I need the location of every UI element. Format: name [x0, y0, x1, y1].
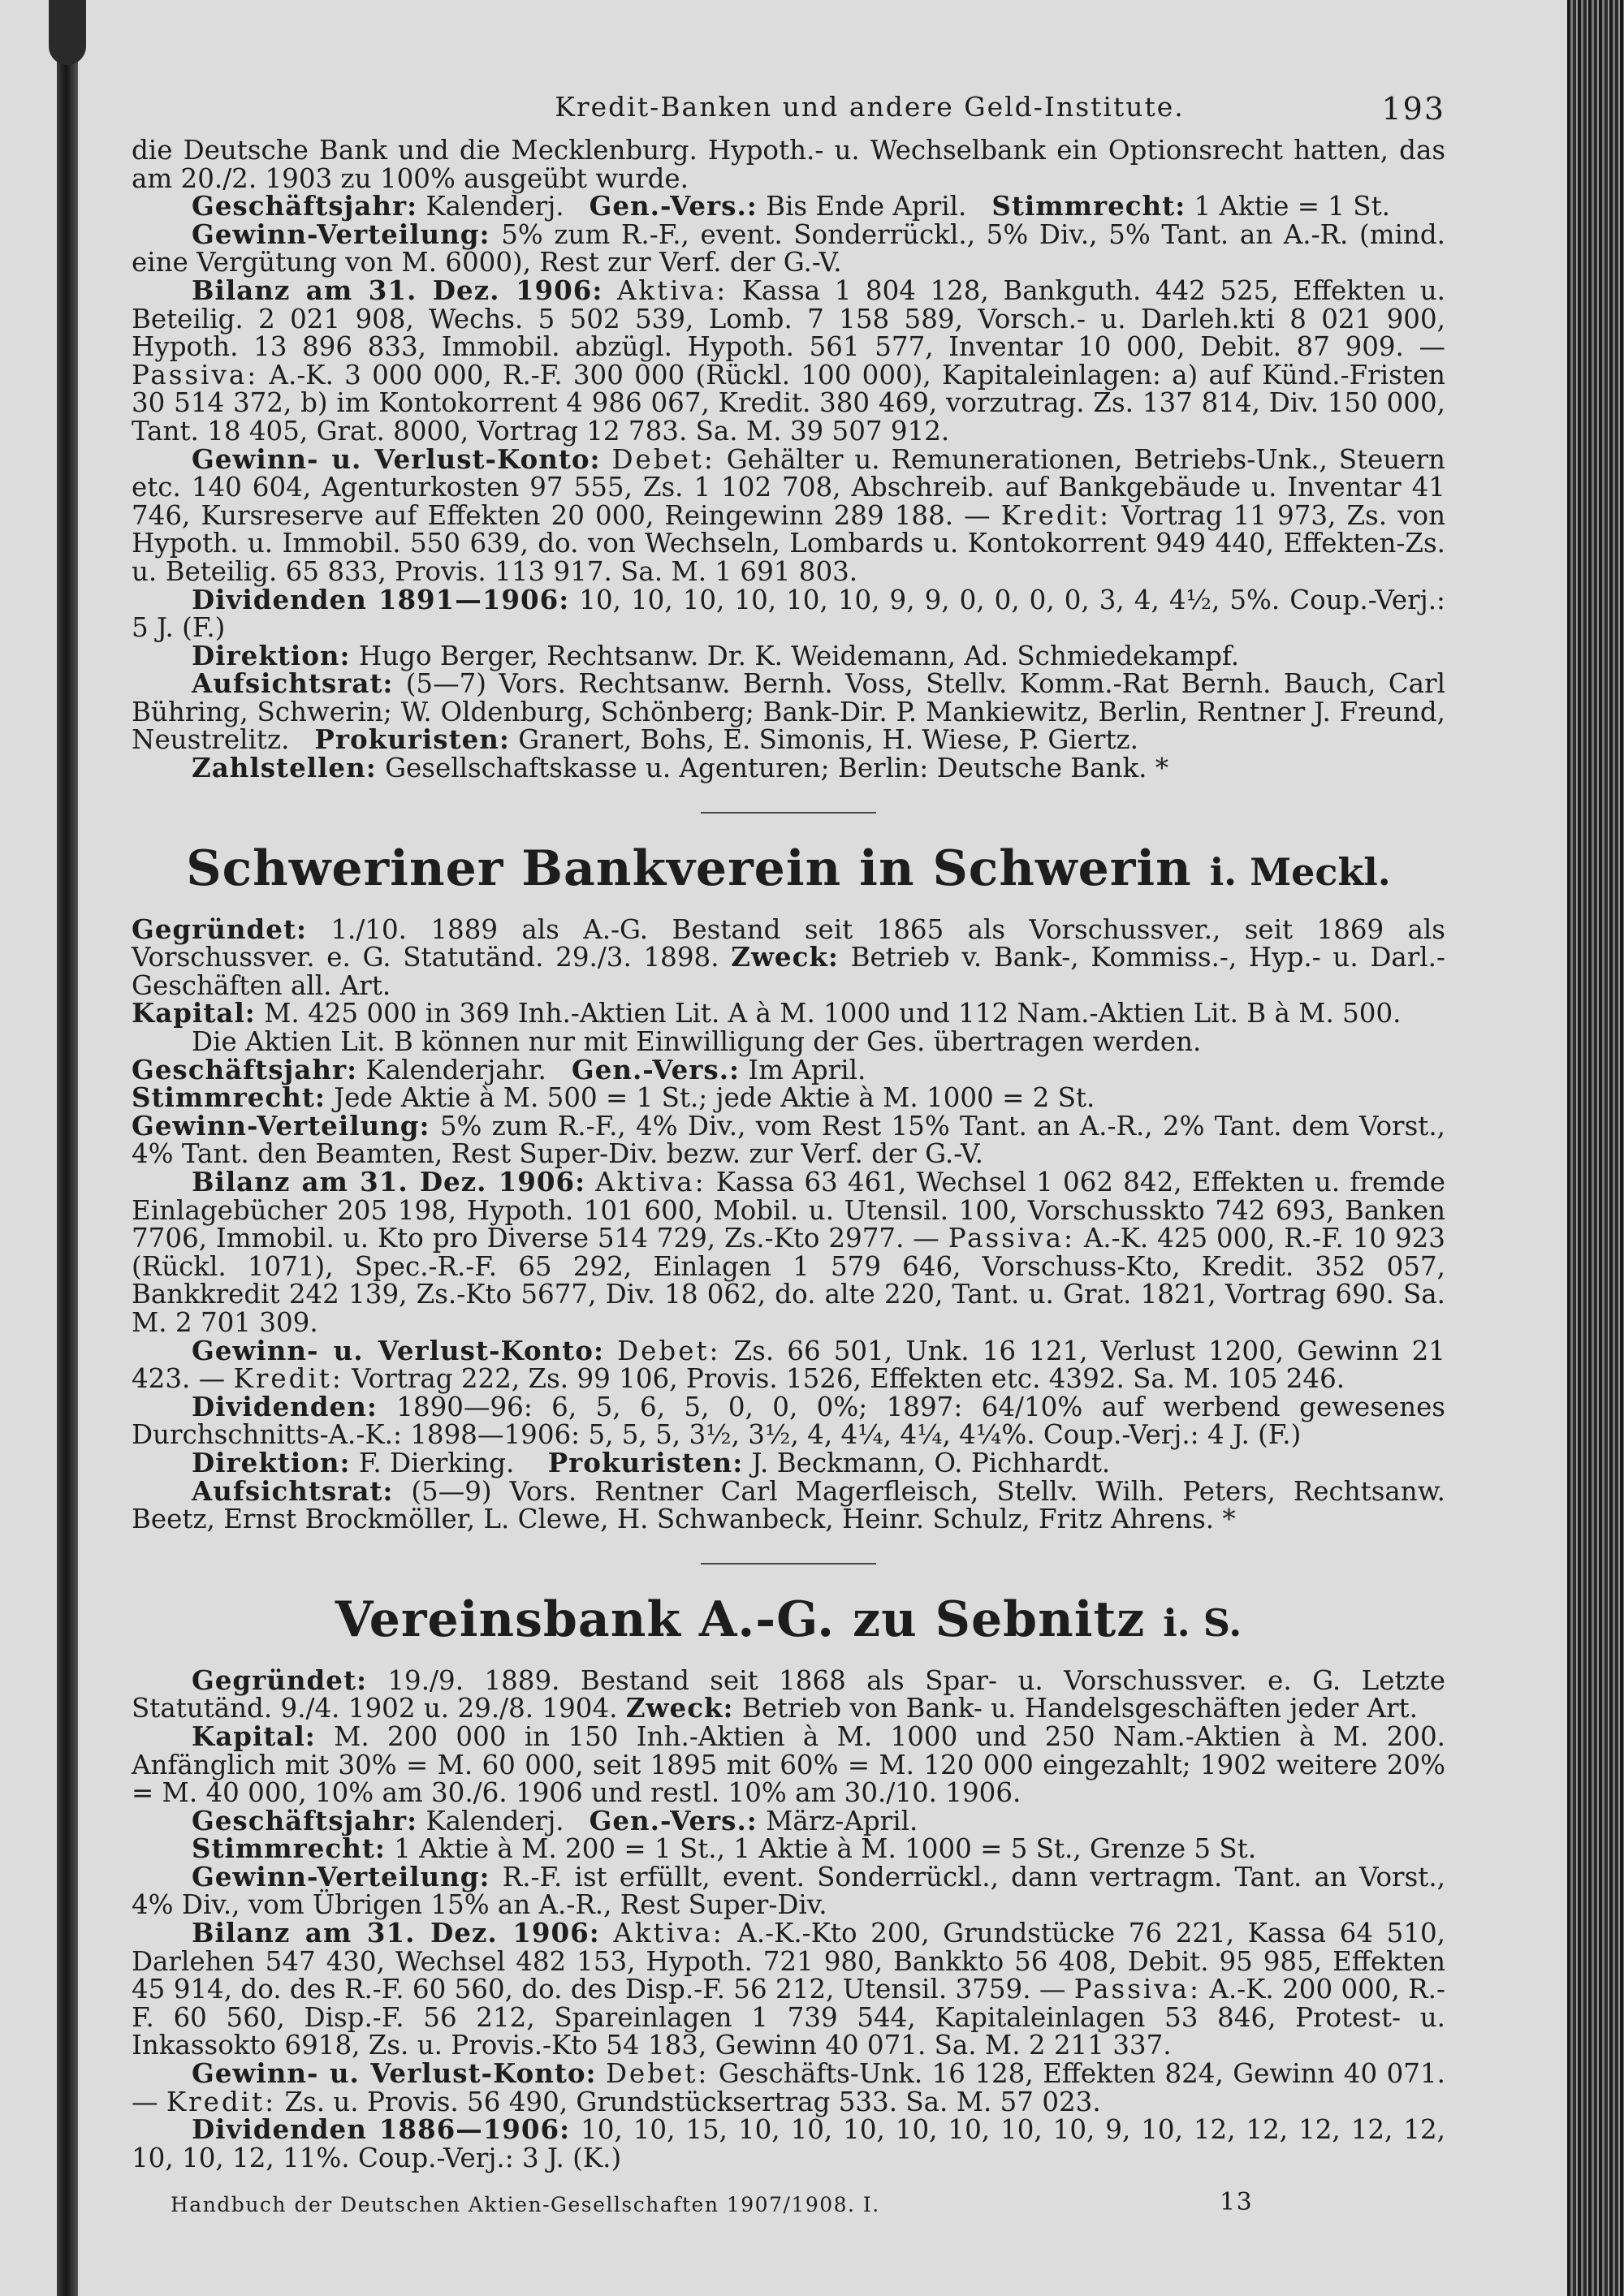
entry-gegruendet: Gegründet: 19./9. 1889. Bestand seit 1868 als Spar- u. Vorschussver. e. G. Letzte Statutänd. 9./4. 1902 u. 29./8. 1904. Zweck: Betrieb von Bank- u. Handelsgeschäften jeder Art. [132, 1664, 1445, 1724]
entry-direktion: Direktion: Hugo Berger, Rechtsanw. Dr. K. Weidemann, Ad. Schmiedekampf. [192, 639, 1240, 671]
entry-guv: Gewinn- u. Verlust-Konto: Debet: Gehälter u. Remunerationen, Betriebs-Unk., Steuern etc. 140 604, Agenturkosten 97 555, Zs. 1 102 708, Abschreib. auf Bankgebäude u. Inventar 41 746, Kursreserve auf Effekten 20 000, Reingewinn 289 188. — Kredit: Vortrag 11 973, Zs. von Hypoth. u. Immobil. 550 639, do. von Wechseln, Lombards u. Kontokorrent 949 440, Effekten-Zs. u. Beteilig. 65 833, Provis. 113 917. Sa. M. 1 691 803. [132, 442, 1445, 587]
entry-guv: Gewinn- u. Verlust-Konto: Debet: Zs. 66 501, Unk. 16 121, Verlust 1200, Gewinn 21 423. — Kredit: Vortrag 222, Zs. 99 106, Provis. 1526, Effekten etc. 4392. Sa. M. 105 246. [132, 1334, 1445, 1395]
entry-direktion: Direktion: F. Dierking. Prokuristen: J. Beckmann, O. Pichhardt. [192, 1446, 1111, 1478]
entry-bilanz: Bilanz am 31. Dez. 1906: Aktiva: Kassa 63 461, Wechsel 1 062 842, Effekten u. fremde Einlagebücher 205 198, Hypoth. 101 600, Mobil. u. Utensil. 100, Vorschusskto 742 693, Banken 7706, Immobil. u. Kto pro Diverse 514 729, Zs.-Kto 2977. — Passiva: A.-K. 425 000, R.-F. 10 923 (Rückl. 1071), Spec.-R.-F. 65 292, Einlagen 1 579 646, Vorschuss-Kto, Kredit. 352 057, Bankkredit 242 139, Zs.-Kto 5677, Div. 18 062, do. alte 220, Tant. u. Grat. 1821, Vortrag 690. Sa. M. 2 701 309. [132, 1166, 1445, 1338]
publication-note: Handbuch der Deutschen Aktien-Gesellschaften 1907/1908. I. [171, 2193, 880, 2217]
entry-dividenden: Dividenden 1891—1906: 10, 10, 10, 10, 10, 10, 9, 9, 0, 0, 0, 0, 3, 4, 4½, 5%. Coup.-Verj.: 5 J. (F.) [132, 583, 1445, 644]
printer-signature: 13 [1220, 2188, 1254, 2217]
entry-gegruendet: Gegründet: 1./10. 1889 als A.-G. Bestand seit 1865 als Vorschussver., seit 1869 als Vorschussver. e. G. Statutänd. 29./3. 1898. Zweck: Betrieb v. Bank-, Kommiss.-, Hyp.- u. Darl.-Geschäften all. Art. [132, 913, 1445, 1001]
entry-zahlstellen: Zahlstellen: Gesellschaftskasse u. Agenturen; Berlin: Deutsche Bank. * [192, 752, 1169, 784]
entry-intro: die Deutsche Bank und die Mecklenburg. Hypoth.- u. Wechselbank ein Optionsrecht hatten, das am 20./2. 1903 zu 100% ausgeübt wurde. [132, 135, 1445, 194]
entry-bilanz: Bilanz am 31. Dez. 1906: Aktiva: A.-K.-Kto 200, Grundstücke 76 221, Kassa 64 510, Darlehen 547 430, Wechsel 482 153, Hypoth. 721 980, Bankkto 56 408, Debit. 95 985, Effekten 45 914, do. des R.-F. 60 560, do. des Disp.-F. 56 212, Utensil. 3759. — Passiva: A.-K. 200 000, R.-F. 60 560, Disp.-F. 56 212, Spareinlagen 1 739 544, Kapitaleinlagen 53 846, Protest- u. Inkassokto 6918, Zs. u. Provis.-Kto 54 183, Gewinn 40 071. Sa. M. 2 211 337. [132, 1917, 1445, 2061]
entry-geschaeftsjahr: Geschäftsjahr: Kalenderj. Gen.-Vers.: Bis Ende April. Stimmrecht: 1 Aktie = 1 St. [192, 190, 1390, 222]
section-divider [701, 1563, 876, 1564]
entry-guv: Gewinn- u. Verlust-Konto: Debet: Geschäfts-Unk. 16 128, Effekten 824, Gewinn 40 071. — Kredit: Zs. u. Provis. 56 490, Grundstücksertrag 533. Sa. M. 57 023. [132, 2057, 1445, 2117]
entry-geschaeftsjahr: Geschäftsjahr: Kalenderjahr. Gen.-Vers.: Im April. [132, 1053, 866, 1085]
entry-gewinn-verteilung: Gewinn-Verteilung: 5% zum R.-F., 4% Div., vom Rest 15% Tant. an A.-R., 2% Tant. dem Vorst., 4% Tant. den Beamten, Rest Super-Div. bezw. zur Verf. der G.-V. [132, 1109, 1445, 1170]
entry-vereinsbank-sebnitz [132, 1589, 1445, 2173]
company-title: Schweriner Bankverein in Schwerin i. Meckl. [186, 839, 1391, 897]
page-content [132, 91, 1445, 2219]
entry-dividenden: Dividenden: 1890—96: 6, 5, 6, 5, 0, 0, 0%; 1897: 64/10% auf werbend gewesenes Durchschnitts-A.-K.: 1898—1906: 5, 5, 5, 3½, 3½, 4, 4¼, 4¼, 4¼%. Coup.-Verj.: 4 J. (F.) [132, 1390, 1445, 1451]
entry-aufsichtsrat: Aufsichtsrat: (5—7) Vors. Rechtsanw. Bernh. Voss, Stellv. Komm.-Rat Bernh. Bauch, Carl Bühring, Schwerin; W. Oldenburg, Schönberg; Bank-Dir. P. Mankiewitz, Berlin, Rentner J. Freund, Neustrelitz. Prokuristen: Granert, Bohs, E. Simonis, H. Wiese, P. Giertz. [132, 667, 1445, 756]
page-edge [1567, 0, 1624, 2296]
entry-previous [132, 136, 1445, 783]
section-divider [701, 812, 876, 814]
entry-geschaeftsjahr: Geschäftsjahr: Kalenderj. Gen.-Vers.: März-April. [192, 1804, 918, 1836]
entry-kapital: Kapital: M. 425 000 in 369 Inh.-Aktien Lit. A à M. 1000 und 112 Nam.-Aktien Lit. B à M. 500. [132, 997, 1402, 1029]
entry-kapital: Kapital: M. 200 000 in 150 Inh.-Aktien à M. 1000 und 250 Nam.-Aktien à M. 200. Anfänglich mit 30% = M. 60 000, seit 1895 mit 60% = M. 120 000 eingezahlt; 1902 weitere 20% = M. 40 000, 10% am 30./6. 1906 und restl. 10% am 30./10. 1906. [132, 1720, 1445, 1809]
entry-bilanz: Bilanz am 31. Dez. 1906: Aktiva: Kassa 1 804 128, Bankguth. 442 525, Effekten u. Beteilig. 2 021 908, Wechs. 5 502 539, Lomb. 7 158 589, Vorsch.- u. Darleh.kti 8 021 900, Hypoth. 13 896 833, Immobil. abzügl. Hypoth. 561 577, Inventar 10 000, Debit. 87 909. — Passiva: A.-K. 3 000 000, R.-F. 300 000 (Rückl. 100 000), Kapitaleinlagen: a) auf Künd.-Fristen 30 514 372, b) im Kontokorrent 4 986 067, Kredit. 380 469, vorzutrag. Zs. 137 814, Div. 150 000, Tant. 18 405, Grat. 8000, Vortrag 12 783. Sa. M. 39 507 912. [132, 274, 1445, 447]
spine-ornament [49, 0, 86, 65]
running-head [132, 91, 1445, 136]
entry-gewinn-verteilung: Gewinn-Verteilung: R.-F. ist erfüllt, event. Sonderrückl., dann vertragm. Tant. an Vorst., 4% Div., vom Übrigen 15% an A.-R., Rest Super-Div. [132, 1860, 1445, 1921]
entry-dividenden: Dividenden 1886—1906: 10, 10, 15, 10, 10, 10, 10, 10, 10, 10, 9, 10, 12, 12, 12, 12, 12, 10, 10, 12, 11%. Coup.-Verj.: 3 J. (K.) [132, 2113, 1445, 2173]
page-footer [132, 2186, 1445, 2219]
entry-schweriner-bankverein [132, 838, 1445, 1534]
entry-stimmrecht: Stimmrecht: Jede Aktie à M. 500 = 1 St.; jede Aktie à M. 1000 = 2 St. [132, 1081, 1095, 1114]
entry-stimmrecht: Stimmrecht: 1 Aktie à M. 200 = 1 St., 1 Aktie à M. 1000 = 5 St., Grenze 5 St. [192, 1832, 1257, 1865]
running-title: Kredit-Banken und andere Geld-Institute. [555, 91, 1185, 123]
page-number: 193 [1381, 91, 1445, 127]
book-spine [57, 0, 78, 2296]
company-title: Vereinsbank A.-G. zu Sebnitz i. S. [335, 1590, 1242, 1648]
entry-gewinn-verteilung: Gewinn-Verteilung: 5% zum R.-F., event. Sonderrückl., 5% Div., 5% Tant. an A.-R. (mind. eine Vergütung von M. 6000), Rest zur Verf. der G.-V. [132, 218, 1445, 278]
entry-kapital-note: Die Aktien Lit. B können nur mit Einwilligung der Ges. übertragen werden. [192, 1026, 1202, 1058]
entry-aufsichtsrat: Aufsichtsrat: (5—9) Vors. Rentner Carl Magerfleisch, Stellv. Wilh. Peters, Rechtsanw. Beetz, Ernst Brockmöller, L. Clewe, H. Schwanbeck, Heinr. Schulz, Fritz Ahrens. * [132, 1474, 1445, 1535]
